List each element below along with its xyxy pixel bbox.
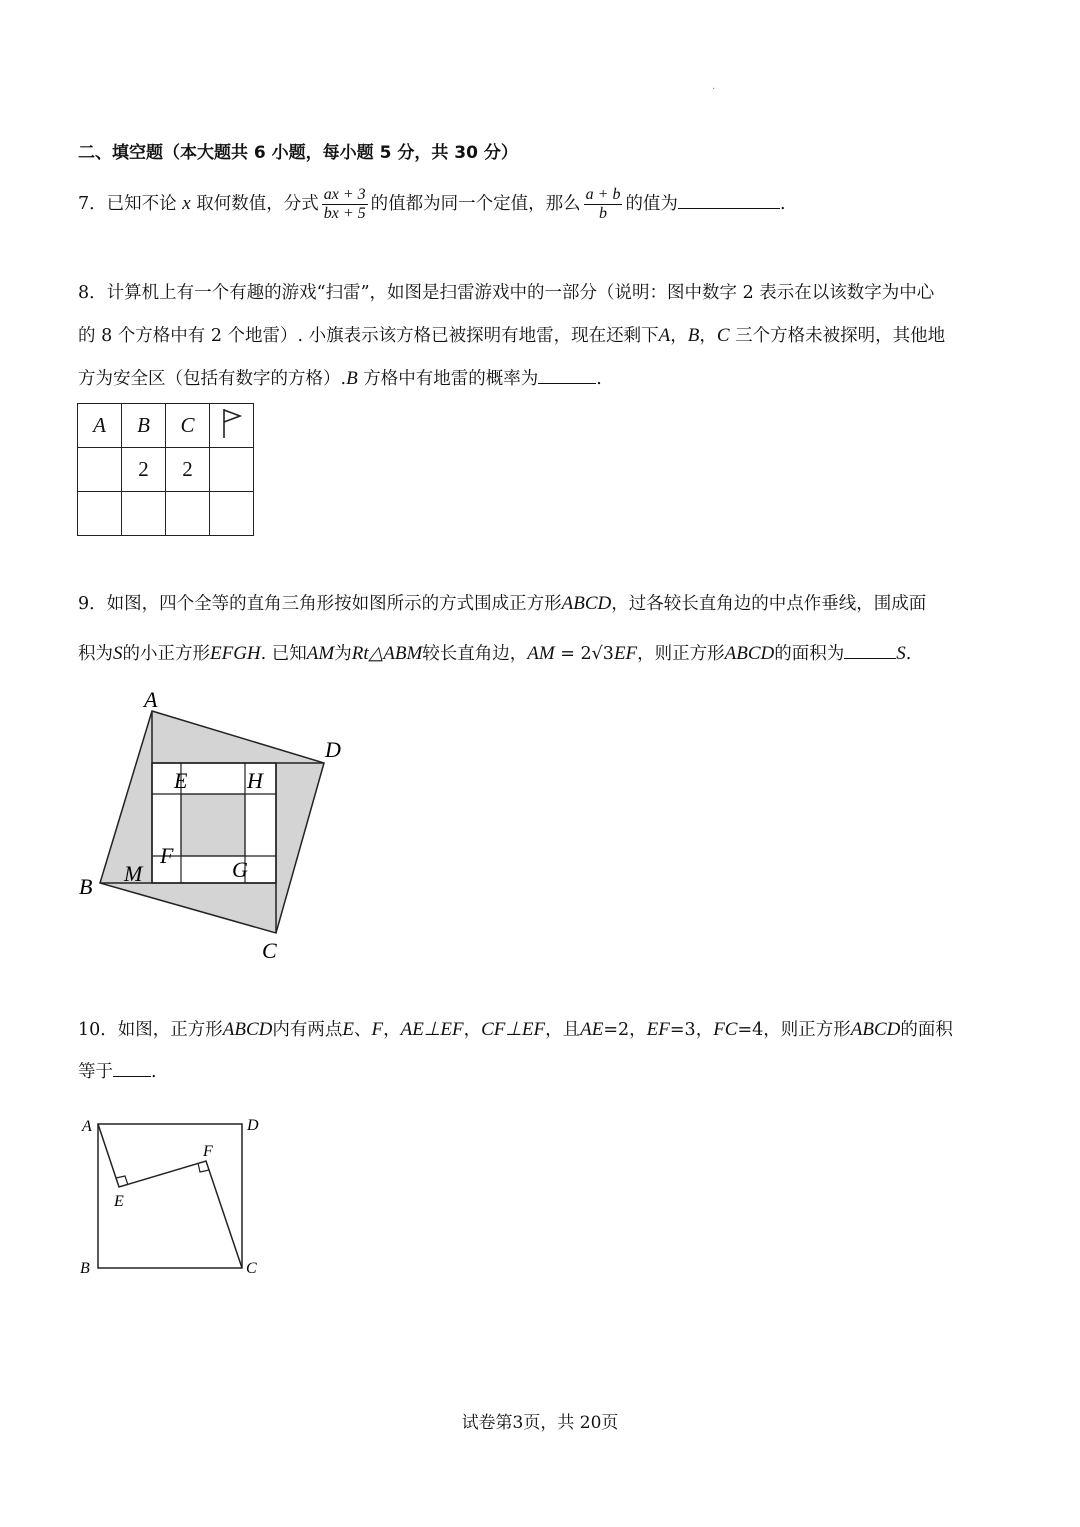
q7-text: 的值都为同一个定值，那么 <box>370 194 581 214</box>
q9-var: S <box>896 643 906 664</box>
q9-period: . <box>905 644 912 664</box>
q8-comma: ， <box>699 326 717 346</box>
q9-text: ，过各较长直角边的中点作垂线，围成面 <box>611 594 927 614</box>
q9-figure <box>70 680 370 970</box>
q9-text: . 已知 <box>260 644 307 664</box>
q9-text: 的小正方形 <box>122 644 210 664</box>
grid-cell-a: A <box>78 404 122 448</box>
sqrt-three: √3 <box>591 644 614 664</box>
grid-cell-flag <box>210 404 254 448</box>
label-c: C <box>246 1260 257 1277</box>
page-footer: 试卷第3页，共 20页 <box>461 1413 619 1433</box>
label-a: A <box>82 1118 92 1135</box>
q10-text: =4，则正方形 <box>737 1020 851 1040</box>
label-d: D <box>325 737 341 762</box>
q8-var-b: B <box>687 325 700 346</box>
q10-var: ABCD <box>850 1019 901 1040</box>
q10-text: =3， <box>669 1020 714 1040</box>
q8-text: 方格中有地雷的概率为 <box>363 369 539 389</box>
q8-period: . <box>596 369 602 389</box>
q10-line-2 <box>78 1058 157 1086</box>
q8-comma: ， <box>670 326 688 346</box>
q8-line-3 <box>78 365 602 393</box>
q8-text: 的 8 个方格中有 2 个地雷）. 小旗表示该方格已被探明有地雷，现在还剩下 <box>78 326 659 346</box>
label-d: D <box>247 1117 259 1134</box>
q10-line-1 <box>78 1016 953 1044</box>
q10-text: 的面积 <box>900 1020 953 1040</box>
q9-var: ABCD <box>724 643 775 664</box>
q9-var: AM <box>527 643 555 664</box>
grid-cell <box>166 492 210 536</box>
grid-cell <box>210 448 254 492</box>
fraction-denominator: bx + 5 <box>323 205 366 222</box>
q10-var: EF <box>646 1019 670 1040</box>
q8-var-c: C <box>716 325 730 346</box>
question-7 <box>78 184 786 224</box>
q10-text: 、 <box>354 1020 372 1040</box>
q9-text: 为 <box>334 644 352 664</box>
q10-answer-blank <box>113 1058 151 1077</box>
fraction-numerator: ax + 3 <box>323 186 366 203</box>
q9-var: EF <box>613 643 638 664</box>
q8-var-a: A <box>658 325 671 346</box>
q9-text: 9．如图，四个全等的直角三角形按如图所示的方式围成正方形 <box>78 594 562 614</box>
q8-line-2 <box>78 322 945 350</box>
q10-text: =2， <box>603 1020 647 1040</box>
grid-row <box>78 404 254 448</box>
q10-var: CF⊥EF <box>481 1019 546 1040</box>
q8-line-1: 8．计算机上有一个有趣的游戏“扫雷”，如图是扫雷游戏中的一部分（说明：图中数字 2 表示在以该数字为中心 <box>78 283 935 303</box>
q10-var: F <box>371 1019 384 1040</box>
q8-text: 方为安全区（包括有数字的方格）. <box>78 369 347 389</box>
fraction-ab-b <box>584 186 623 223</box>
q7-text: 已知不论 <box>106 194 177 214</box>
grid-cell <box>78 492 122 536</box>
grid-row <box>78 448 254 492</box>
q9-text: 较长直角边， <box>422 644 528 664</box>
q9-answer-blank <box>844 640 896 659</box>
label-h: H <box>247 768 263 793</box>
q7-text: 的值为 <box>625 194 678 214</box>
q9-text: ，则正方形 <box>637 644 725 664</box>
q10-period: . <box>151 1062 157 1082</box>
q10-text: ， <box>383 1020 401 1040</box>
q10-text: 等于 <box>78 1062 113 1082</box>
grid-cell <box>122 492 166 536</box>
q8-text: 三个方格未被探明，其他地 <box>735 326 946 346</box>
fraction-denominator: b <box>599 205 608 222</box>
q10-text: 内有两点 <box>272 1020 343 1040</box>
q9-math: = 2 <box>554 644 592 664</box>
inner-square-efgh <box>181 794 245 856</box>
label-f: F <box>203 1143 213 1160</box>
fraction-ax3-bx5 <box>322 186 368 223</box>
q7-period: . <box>779 194 786 214</box>
q9-line-2 <box>78 640 911 668</box>
grid-cell-b: B <box>122 404 166 448</box>
q9-var: Rt△ABM <box>351 643 423 664</box>
grid-cell-c: C <box>166 404 210 448</box>
q9-var: AM <box>306 643 335 664</box>
q10-var: AE <box>580 1019 604 1040</box>
grid-row <box>78 492 254 536</box>
q9-var: S <box>113 643 123 664</box>
grid-cell-number: 2 <box>166 448 210 492</box>
q7-var-x: x <box>182 193 191 214</box>
q9-var: EFGH <box>210 643 261 664</box>
minesweeper-grid <box>77 403 254 536</box>
label-g: G <box>232 857 248 882</box>
label-e: E <box>114 1193 124 1210</box>
q10-text: ， <box>463 1020 482 1040</box>
section-title: 二、填空题（本大题共 6 小题，每小题 5 分，共 30 分） <box>78 143 518 163</box>
label-b: B <box>79 874 93 899</box>
label-m: M <box>124 861 143 886</box>
scan-dot: · <box>712 84 716 95</box>
q10-text: 10．如图，正方形 <box>78 1020 223 1040</box>
flag-icon <box>219 406 245 440</box>
label-b: B <box>80 1260 90 1277</box>
label-e: E <box>174 768 188 793</box>
grid-cell <box>210 492 254 536</box>
q7-text: 取何数值，分式 <box>196 194 319 214</box>
q10-text: ，且 <box>545 1020 581 1040</box>
q9-var: ABCD <box>561 593 612 614</box>
q10-figure <box>76 1106 276 1281</box>
label-a: A <box>144 687 158 712</box>
q9-line-1 <box>78 590 926 618</box>
q10-var: E <box>342 1019 354 1040</box>
fraction-numerator: a + b <box>585 186 621 203</box>
grid-cell-number: 2 <box>122 448 166 492</box>
q9-text: 积为 <box>78 644 113 664</box>
q9-text: 的面积为 <box>774 644 845 664</box>
label-f: F <box>160 843 174 868</box>
q7-answer-blank <box>678 190 780 209</box>
q8-answer-blank <box>538 365 596 384</box>
label-c: C <box>262 938 277 963</box>
q10-var: ABCD <box>222 1019 273 1040</box>
q10-var: FC <box>713 1019 738 1040</box>
q10-var: AE⊥EF <box>400 1019 464 1040</box>
q7-number: 7． <box>78 194 107 214</box>
grid-cell <box>78 448 122 492</box>
q8-var-b: B <box>346 368 358 389</box>
